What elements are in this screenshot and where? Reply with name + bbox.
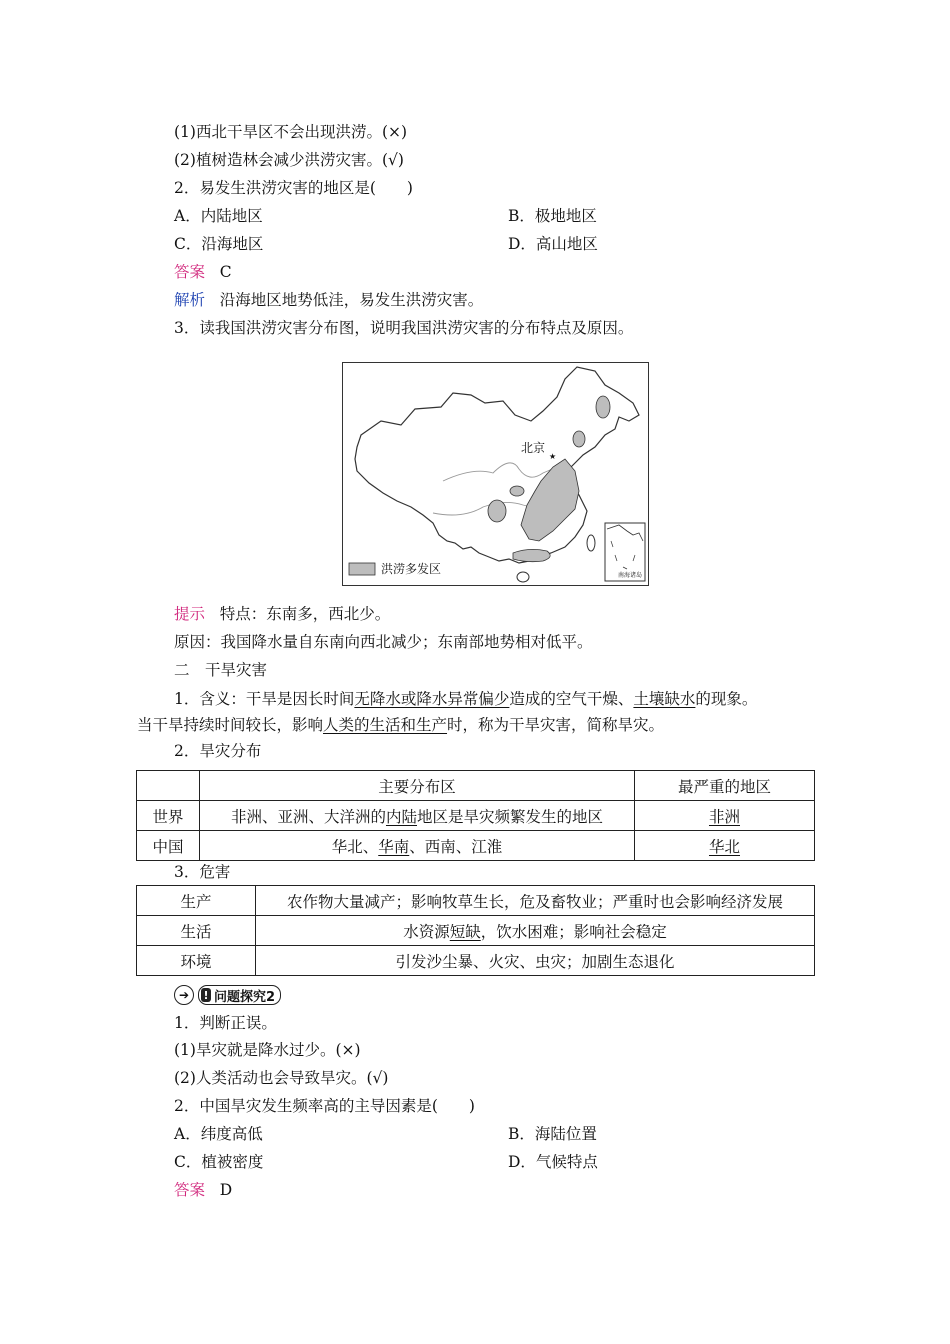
table-row (137, 916, 815, 946)
probe-answer-label: 答案 (174, 1181, 206, 1199)
exclamation-icon: ! (201, 988, 211, 1002)
harm-cell-environment-text: 引发沙尘暴、火灾、虫灾；加剧生态退化 (256, 946, 815, 976)
flood-area-northeast-1 (596, 396, 610, 418)
table-cell-world: 世界 (137, 801, 200, 831)
answer-label: 答案 (174, 263, 206, 281)
table-row (137, 771, 815, 801)
probe-badge (174, 985, 281, 1005)
flood-question-3: 3．读我国洪涝灾害分布图，说明我国洪涝灾害的分布特点及原因。 (174, 319, 634, 337)
analysis-text: 沿海地区地势低洼，易发生洪涝灾害。 (219, 291, 484, 309)
table-row (137, 801, 815, 831)
def2-prefix: 当干旱持续时间较长，影响 (137, 716, 324, 734)
arrow-right-icon: ➔ (174, 985, 194, 1005)
table-row (137, 946, 815, 976)
flood-area-northeast-2 (573, 431, 585, 447)
table-header-main: 主要分布区 (200, 771, 635, 801)
world-main-underline: 内陆 (385, 807, 417, 826)
world-main-a: 非洲、亚洲、大洋洲的 (230, 807, 386, 826)
flood-option-d: D．高山地区 (508, 235, 598, 253)
harm-cell-environment: 环境 (137, 946, 256, 976)
life-text-b: ，饮水困难；影响社会稳定 (480, 922, 667, 941)
flood-question-2: 2．易发生洪涝灾害的地区是( ) (174, 179, 413, 197)
flood-option-a: A．内陆地区 (174, 207, 263, 225)
def-suffix: 的现象。 (695, 690, 758, 708)
hint-features-text: 特点：东南多，西北少。 (219, 605, 391, 623)
probe-answer (174, 1180, 232, 1200)
harm-cell-life-text (256, 916, 815, 946)
probe-question-2: 2．中国旱灾发生频率高的主导因素是( ) (174, 1097, 475, 1115)
probe-answer-value: D (219, 1181, 233, 1199)
probe-question-1: 1．判断正误。 (174, 1014, 277, 1032)
china-flood-map (342, 362, 649, 586)
life-text-a: 水资源 (403, 922, 450, 941)
analysis-label: 解析 (174, 291, 206, 309)
harm-cell-life: 生活 (137, 916, 256, 946)
def-prefix: 1．含义：干旱是因长时间 (174, 690, 355, 708)
beijing-star-icon: ★ (549, 452, 557, 461)
flood-judge-1: (1)西北干旱区不会出现洪涝。(×) (174, 123, 408, 141)
def-underline-1: 无降水或降水异常偏少 (354, 690, 510, 708)
table-cell-empty (137, 771, 200, 801)
hint-label: 提示 (174, 605, 206, 623)
flood-option-b: B．极地地区 (508, 207, 597, 225)
table-cell-china-worst (635, 831, 815, 861)
table-cell-world-main (200, 801, 635, 831)
flood-analysis (174, 290, 483, 310)
legend-label: 洪涝多发区 (381, 562, 442, 576)
china-outline (355, 367, 639, 563)
probe-pill (198, 985, 281, 1005)
probe-badge-label: 问题探究2 (214, 989, 276, 1005)
table-cell-world-worst (635, 801, 815, 831)
probe-option-a: A．纬度高低 (174, 1125, 263, 1143)
section-title-drought: 二 干旱灾害 (174, 661, 268, 679)
hint-reasons: 原因：我国降水量自东南向西北减少；东南部地势相对低平。 (174, 633, 593, 651)
def-mid: 造成的空气干燥、 (509, 690, 634, 708)
china-main-underline: 华南 (378, 837, 410, 856)
probe-option-c: C．植被密度 (174, 1153, 264, 1171)
drought-harm-table (136, 885, 815, 976)
flood-judge-2: (2)植树造林会减少洪涝灾害。(√) (174, 151, 404, 169)
harm-cell-production-text: 农作物大量减产；影响牧草生长，危及畜牧业；严重时也会影响经济发展 (256, 886, 815, 916)
drought-distribution-title: 2．旱灾分布 (174, 742, 262, 760)
table-row (137, 831, 815, 861)
hint-features (174, 604, 390, 624)
table-cell-china: 中国 (137, 831, 200, 861)
china-worst: 华北 (708, 837, 740, 856)
china-main-a: 华北、 (331, 837, 379, 856)
flood-area-sichuan (488, 500, 506, 522)
drought-harm-title: 3．危害 (174, 863, 231, 881)
answer-value: C (219, 263, 232, 281)
harm-cell-production: 生产 (137, 886, 256, 916)
table-header-worst: 最严重的地区 (635, 771, 815, 801)
probe-judge-2: (2)人类活动也会导致旱灾。(√) (174, 1069, 389, 1087)
def2-underline: 人类的生活和生产 (323, 716, 448, 734)
flood-area-south (513, 549, 550, 561)
probe-option-b: B．海陆位置 (508, 1125, 597, 1143)
table-row (137, 886, 815, 916)
drought-definition-line1 (174, 689, 757, 709)
flood-area-central (510, 486, 524, 496)
hainan-island (517, 572, 529, 582)
drought-distribution-table (136, 770, 815, 861)
south-sea-inset-label: 南海诸岛 (618, 572, 643, 579)
world-worst: 非洲 (708, 807, 740, 826)
china-main-b: 、西南、江淮 (409, 837, 503, 856)
table-cell-china-main (200, 831, 635, 861)
legend-swatch (349, 563, 375, 575)
flood-answer (174, 262, 232, 282)
world-main-b: 地区是旱灾频繁发生的地区 (417, 807, 604, 826)
china-map-drawing (343, 363, 648, 585)
def-underline-2: 土壤缺水 (633, 690, 696, 708)
probe-option-d: D．气候特点 (508, 1153, 598, 1171)
beijing-label: 北京 (521, 441, 546, 455)
drought-definition-line2 (137, 715, 664, 735)
flood-option-c: C．沿海地区 (174, 235, 264, 253)
taiwan-island (587, 535, 595, 551)
life-text-underline: 短缺 (449, 922, 481, 941)
probe-judge-1: (1)旱灾就是降水过少。(×) (174, 1041, 361, 1059)
def2-suffix: 时，称为干旱灾害，简称旱灾。 (447, 716, 665, 734)
